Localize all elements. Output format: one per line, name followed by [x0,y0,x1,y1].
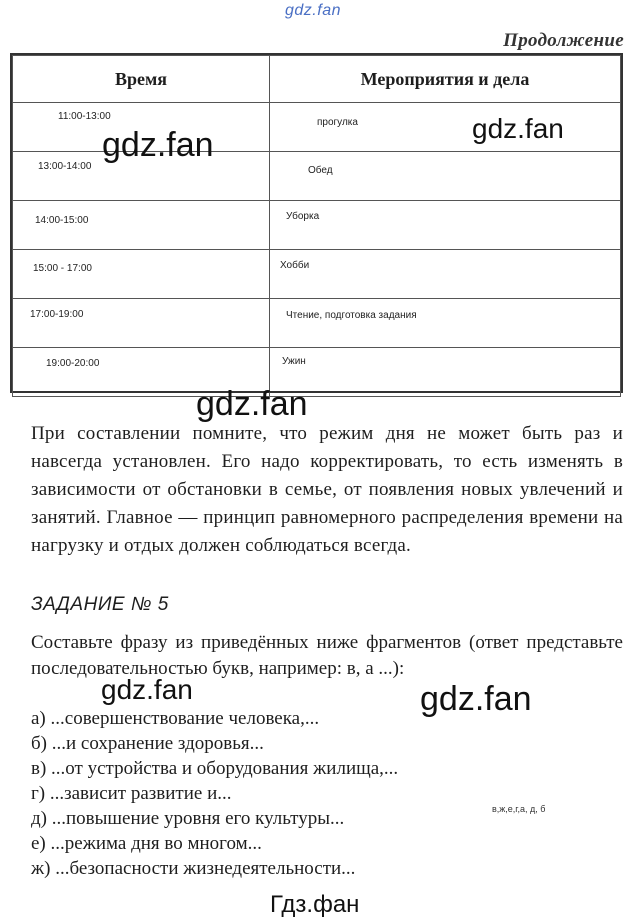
activity-cell [270,250,621,299]
watermark: gdz.fan [420,680,532,718]
time-column-header: Время [13,56,270,103]
table-row [13,348,621,397]
watermark: gdz.fan [196,385,308,423]
time-cell [13,201,270,250]
time-text: 17:00-19:00 [30,309,84,320]
time-text: 14:00-15:00 [35,215,89,226]
time-cell [13,299,270,348]
activity-cell [270,152,621,201]
fragment-b: б) ...и сохранение здоровья... [31,733,264,754]
activity-text: Чтение, подготовка задания [286,310,417,321]
schedule-table [10,53,623,393]
activity-cell [270,103,621,152]
activities-column-header: Мероприятия и дела [270,56,621,103]
fragment-e: е) ...режима дня во многом... [31,833,262,854]
activity-cell [270,348,621,397]
top-watermark: gdz.fan [285,2,341,19]
time-text: 11:00-13:00 [58,111,111,122]
table-header-row [13,56,621,103]
activity-text: Обед [308,165,333,176]
continuation-label: Продолжение [503,30,624,51]
time-text: 13:00-14:00 [38,161,92,172]
activity-text: Хобби [280,260,310,271]
watermark: gdz.fan [101,674,193,705]
table-row [13,201,621,250]
activity-cell [270,201,621,250]
task-intro: Составьте фразу из приведённых ниже фрагментов (ответ представьте последовательностью букв, например: в, а ...): [31,632,623,679]
time-text: 19:00-20:00 [46,358,100,369]
activity-text: прогулка [317,117,358,128]
watermark: gdz.fan [472,113,564,144]
fragment-g: г) ...зависит развитие и... [31,783,232,804]
footer-brand: Гдз.фан [270,891,360,918]
activity-text: Ужин [282,356,306,367]
body-paragraph: При составлении помните, что режим дня не может быть раз и навсегда установлен. Его надо корректировать, то есть изменять в зависимости от обстановки в семье, от появления новых увлечений и занятий. Главное — принцип равномерного распределения времени на нагрузку и отдых должен соблюдаться всегда. [31,423,623,556]
fragment-zh: ж) ...безопасности жизнедеятельности... [31,858,356,879]
table-row [13,299,621,348]
activity-cell [270,299,621,348]
time-text: 15:00 - 17:00 [33,263,92,274]
fragment-v: в) ...от устройства и оборудования жилища,... [31,758,399,779]
watermark: gdz.fan [102,126,214,164]
time-cell [13,250,270,299]
activity-text: Уборка [286,211,320,222]
handwritten-answer: в,ж,е,г,а, д, б [492,804,546,814]
task-title: ЗАДАНИЕ № 5 [31,594,169,615]
table-row [13,250,621,299]
fragment-a: а) ...совершенствование человека,... [31,708,320,729]
fragment-d: д) ...повышение уровня его культуры... [31,808,345,829]
